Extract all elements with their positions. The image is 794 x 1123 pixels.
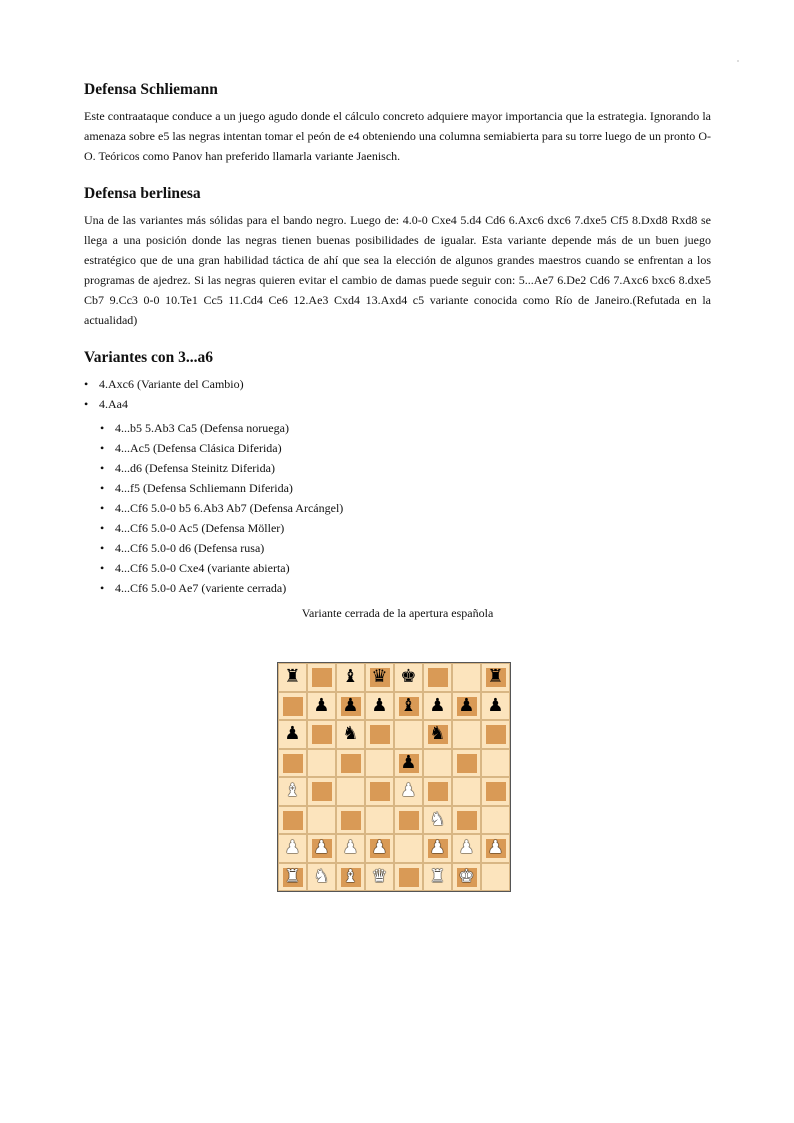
square-g2 <box>452 834 481 863</box>
dark-square-marker <box>428 668 448 687</box>
list-item: • 4...b5 5.Ab3 Ca5 (Defensa noruega) <box>100 418 711 438</box>
section-heading: Defensa berlinesa <box>84 185 201 202</box>
white-pawn-icon: ♟ <box>458 837 475 859</box>
square-h8 <box>481 663 510 692</box>
black-knight-icon: ♞ <box>429 723 446 745</box>
square-c5 <box>336 749 365 778</box>
black-queen-icon: ♛ <box>371 666 388 688</box>
section-schliemann <box>84 80 711 166</box>
square-e5 <box>394 749 423 778</box>
square-d7 <box>365 692 394 721</box>
white-knight-icon: ♞ <box>429 808 446 830</box>
square-f2 <box>423 834 452 863</box>
square-b4 <box>307 777 336 806</box>
black-pawn-icon: ♟ <box>429 694 446 716</box>
black-king-icon: ♚ <box>400 666 417 688</box>
square-h7 <box>481 692 510 721</box>
board-caption: Variante cerrada de la apertura española <box>301 606 494 620</box>
white-bishop-icon: ♝ <box>342 865 359 887</box>
square-d3 <box>365 806 394 835</box>
square-g6 <box>452 720 481 749</box>
square-d6 <box>365 720 394 749</box>
square-a2 <box>278 834 307 863</box>
square-a8 <box>278 663 307 692</box>
square-g3 <box>452 806 481 835</box>
dark-square-marker <box>341 754 361 773</box>
square-c2 <box>336 834 365 863</box>
square-b6 <box>307 720 336 749</box>
square-f3 <box>423 806 452 835</box>
black-rook-icon: ♜ <box>487 666 504 688</box>
black-pawn-icon: ♟ <box>458 694 475 716</box>
square-d4 <box>365 777 394 806</box>
square-b5 <box>307 749 336 778</box>
list-item: • 4.Axc6 (Variante del Cambio) <box>84 374 711 394</box>
white-pawn-icon: ♟ <box>342 837 359 859</box>
square-h2 <box>481 834 510 863</box>
square-g5 <box>452 749 481 778</box>
section-paragraph: Una de las variantes más sólidas para el bando negro. Luego de: 4.0-0 Cxe4 5.d4 Cd6 6.Axc6 dxc6 7.dxe5 Cf5 8.Dxd8 Rxd8 se llega a una posición donde las negras tienen buenas posibilidades de igualar. Esta variante depende más de un buen juego estratégico que de una gran habilidad táctica de ahí que sea la elección de algunos grandes maestros cuando se enfrentan a los programas de ajedrez. Si las negras quieren evitar el cambio de damas puede seguir con: 5...Ae7 6.De2 Cd6 7.Axc6 bxc6 8.dxe5 Cb7 9.Cc3 0-0 10.Te1 Cc5 11.Cd4 Ce6 12.Ae3 Cxd4 13.Axd4 c5 variante conocida como Río de Janeiro.(Refutada en la actualidad) <box>84 213 711 327</box>
list-item: • 4...Cf6 5.0-0 Ac5 (Defensa Möller) <box>100 518 711 538</box>
dark-square-marker <box>486 782 506 801</box>
page-mark <box>737 60 739 62</box>
list-item: • 4...Cf6 5.0-0 Cxe4 (variante abierta) <box>100 558 711 578</box>
square-f4 <box>423 777 452 806</box>
section-heading: Variantes con 3...a6 <box>84 349 214 366</box>
list-item: • 4...Cf6 5.0-0 d6 (Defensa rusa) <box>100 538 711 558</box>
square-h4 <box>481 777 510 806</box>
square-c8 <box>336 663 365 692</box>
dark-square-marker <box>341 811 361 830</box>
square-h3 <box>481 806 510 835</box>
dark-square-marker <box>457 811 477 830</box>
square-d5 <box>365 749 394 778</box>
square-e8 <box>394 663 423 692</box>
square-c7 <box>336 692 365 721</box>
white-rook-icon: ♜ <box>429 865 446 887</box>
black-knight-icon: ♞ <box>342 723 359 745</box>
list-item: • 4...d6 (Defensa Steinitz Diferida) <box>100 458 711 478</box>
white-pawn-icon: ♟ <box>371 837 388 859</box>
white-rook-icon: ♜ <box>284 865 301 887</box>
square-f7 <box>423 692 452 721</box>
dark-square-marker <box>370 725 390 744</box>
square-e3 <box>394 806 423 835</box>
black-pawn-icon: ♟ <box>284 723 301 745</box>
list-item: • 4.Aa4 <box>84 394 711 414</box>
black-pawn-icon: ♟ <box>313 694 330 716</box>
dark-square-marker <box>486 725 506 744</box>
square-h6 <box>481 720 510 749</box>
section-paragraph: Este contraataque conduce a un juego agudo donde el cálculo concreto adquiere mayor importancia que la estrategia. Ignorando la amenaza sobre e5 las negras intentan tomar el peón de e4 obteniendo una columna semiabierta para su torre luego de un pronto O-O. Teóricos como Panov han preferido llamarla variante Jaenisch. <box>84 109 711 163</box>
black-rook-icon: ♜ <box>284 666 301 688</box>
variant-list <box>84 374 711 414</box>
white-knight-icon: ♞ <box>313 865 330 887</box>
dark-square-marker <box>428 782 448 801</box>
square-e6 <box>394 720 423 749</box>
dark-square-marker <box>283 697 303 716</box>
square-g4 <box>452 777 481 806</box>
white-pawn-icon: ♟ <box>284 837 301 859</box>
black-pawn-icon: ♟ <box>371 694 388 716</box>
dark-square-marker <box>457 754 477 773</box>
square-a7 <box>278 692 307 721</box>
list-item: • 4...Cf6 5.0-0 b5 6.Ab3 Ab7 (Defensa Arcángel) <box>100 498 711 518</box>
dark-square-marker <box>370 782 390 801</box>
dark-square-marker <box>283 754 303 773</box>
dark-square-marker <box>312 782 332 801</box>
square-d1 <box>365 863 394 892</box>
square-e4 <box>394 777 423 806</box>
square-h5 <box>481 749 510 778</box>
square-g8 <box>452 663 481 692</box>
square-b1 <box>307 863 336 892</box>
square-b8 <box>307 663 336 692</box>
square-a4 <box>278 777 307 806</box>
square-g7 <box>452 692 481 721</box>
square-d2 <box>365 834 394 863</box>
square-g1 <box>452 863 481 892</box>
square-c4 <box>336 777 365 806</box>
square-f1 <box>423 863 452 892</box>
chess-board-figure <box>277 662 511 892</box>
white-pawn-icon: ♟ <box>487 837 504 859</box>
square-e7 <box>394 692 423 721</box>
list-item: • 4...Ac5 (Defensa Clásica Diferida) <box>100 438 711 458</box>
square-c3 <box>336 806 365 835</box>
variant-sublist <box>84 418 711 598</box>
dark-square-marker <box>312 725 332 744</box>
square-e2 <box>394 834 423 863</box>
white-queen-icon: ♛ <box>371 865 388 887</box>
list-item: • 4...f5 (Defensa Schliemann Diferida) <box>100 478 711 498</box>
chess-board <box>277 662 511 892</box>
black-pawn-icon: ♟ <box>400 751 417 773</box>
black-bishop-icon: ♝ <box>400 694 417 716</box>
section-heading: Defensa Schliemann <box>84 81 218 98</box>
white-pawn-icon: ♟ <box>313 837 330 859</box>
white-king-icon: ♚ <box>458 865 475 887</box>
square-f8 <box>423 663 452 692</box>
square-c6 <box>336 720 365 749</box>
square-a6 <box>278 720 307 749</box>
document-page <box>84 80 711 623</box>
square-b7 <box>307 692 336 721</box>
section-berlinesa <box>84 184 711 330</box>
black-pawn-icon: ♟ <box>342 694 359 716</box>
square-d8 <box>365 663 394 692</box>
square-e1 <box>394 863 423 892</box>
white-bishop-icon: ♝ <box>284 780 301 802</box>
square-b3 <box>307 806 336 835</box>
dark-square-marker <box>399 811 419 830</box>
dark-square-marker <box>399 868 419 887</box>
white-pawn-icon: ♟ <box>429 837 446 859</box>
dark-square-marker <box>312 668 332 687</box>
list-item: • 4...Cf6 5.0-0 Ae7 (variente cerrada) <box>100 578 711 598</box>
black-pawn-icon: ♟ <box>487 694 504 716</box>
white-pawn-icon: ♟ <box>400 780 417 802</box>
square-c1 <box>336 863 365 892</box>
square-a1 <box>278 863 307 892</box>
square-a3 <box>278 806 307 835</box>
square-b2 <box>307 834 336 863</box>
black-bishop-icon: ♝ <box>342 666 359 688</box>
square-f5 <box>423 749 452 778</box>
square-a5 <box>278 749 307 778</box>
section-variantes <box>84 348 711 623</box>
square-h1 <box>481 863 510 892</box>
square-f6 <box>423 720 452 749</box>
dark-square-marker <box>283 811 303 830</box>
